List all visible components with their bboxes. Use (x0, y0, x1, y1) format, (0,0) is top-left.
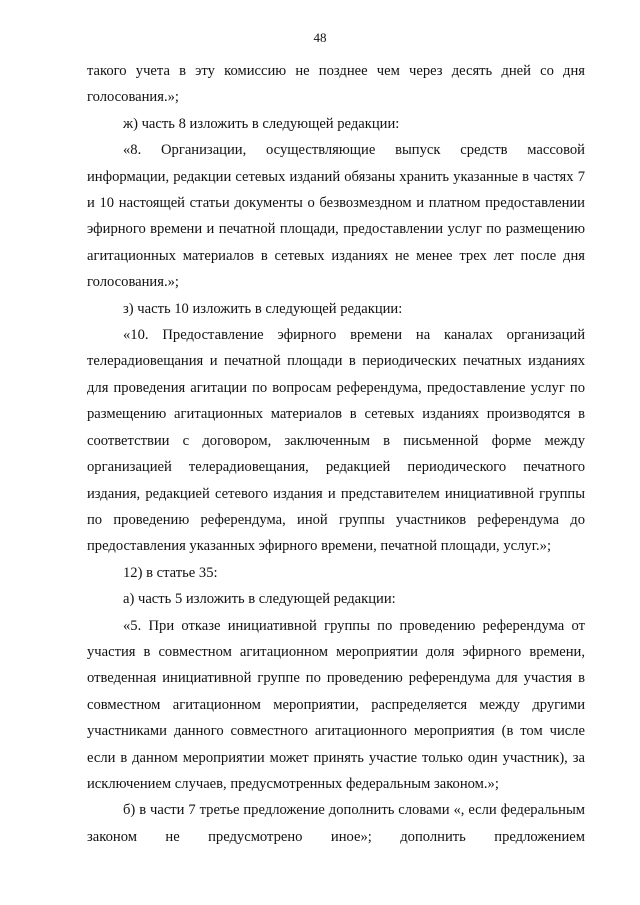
paragraph-continuation: такого учета в эту комиссию не позднее чем через десять дней со дня голосования.»; (87, 63, 585, 106)
paragraph-item-12: 12) в статье 35: (123, 564, 218, 581)
paragraph-item-b: б) в части 7 третье предложение дополнить словами «, если федеральным законом не предусмотрено иное»; дополнить предложением (87, 802, 585, 845)
paragraph-part-8-text: «8. Организации, осуществляющие выпуск средств массовой информации, редакции сетевых изданий обязаны хранить указанные в частях 7 и 10 настоящей статьи документы о безвозмездном и платном предоставлении эфирного времени и печатной площади, предоставлении услуг по размещению агитационных материалов в сетевых изданиях не менее трех лет после дня голосования.»; (87, 142, 585, 291)
paragraph-item-zh: ж) часть 8 изложить в следующей редакции: (123, 115, 400, 132)
paragraph-part-5-text: «5. При отказе инициативной группы по проведению референдума от участия в совместном агитационном мероприятии доля эфирного времени, отведенная инициативной группе по проведению референдума для участия в совместном агитационном мероприятии, распределяется между другими участниками данного совместного агитационного мероприятия (в том числе если в данном мероприятии может принять участие только один участник), за исключением случаев, предусмотренных федеральным законом.»; (87, 617, 585, 792)
page-number: 48 (313, 30, 327, 45)
document-body (87, 58, 585, 850)
paragraph-part-10-text: «10. Предоставление эфирного времени на каналах организаций телерадиовещания и печатной площади в периодических печатных изданиях для проведения агитации по вопросам референдума, предоставление услуг по размещению агитационных материалов в сетевых изданиях производятся в соответствии с договором, заключенным в письменной форме между организацией телерадиовещания, редакцией периодического печатного издания, редакцией сетевого издания и представителем инициативной группы по проведению референдума, иной группы участников референдума до предоставления указанных эфирного времени, печатной площади, услуг.»; (87, 327, 585, 555)
paragraph-item-z: з) часть 10 изложить в следующей редакции: (123, 300, 403, 317)
paragraph-item-a: а) часть 5 изложить в следующей редакции: (123, 591, 396, 608)
